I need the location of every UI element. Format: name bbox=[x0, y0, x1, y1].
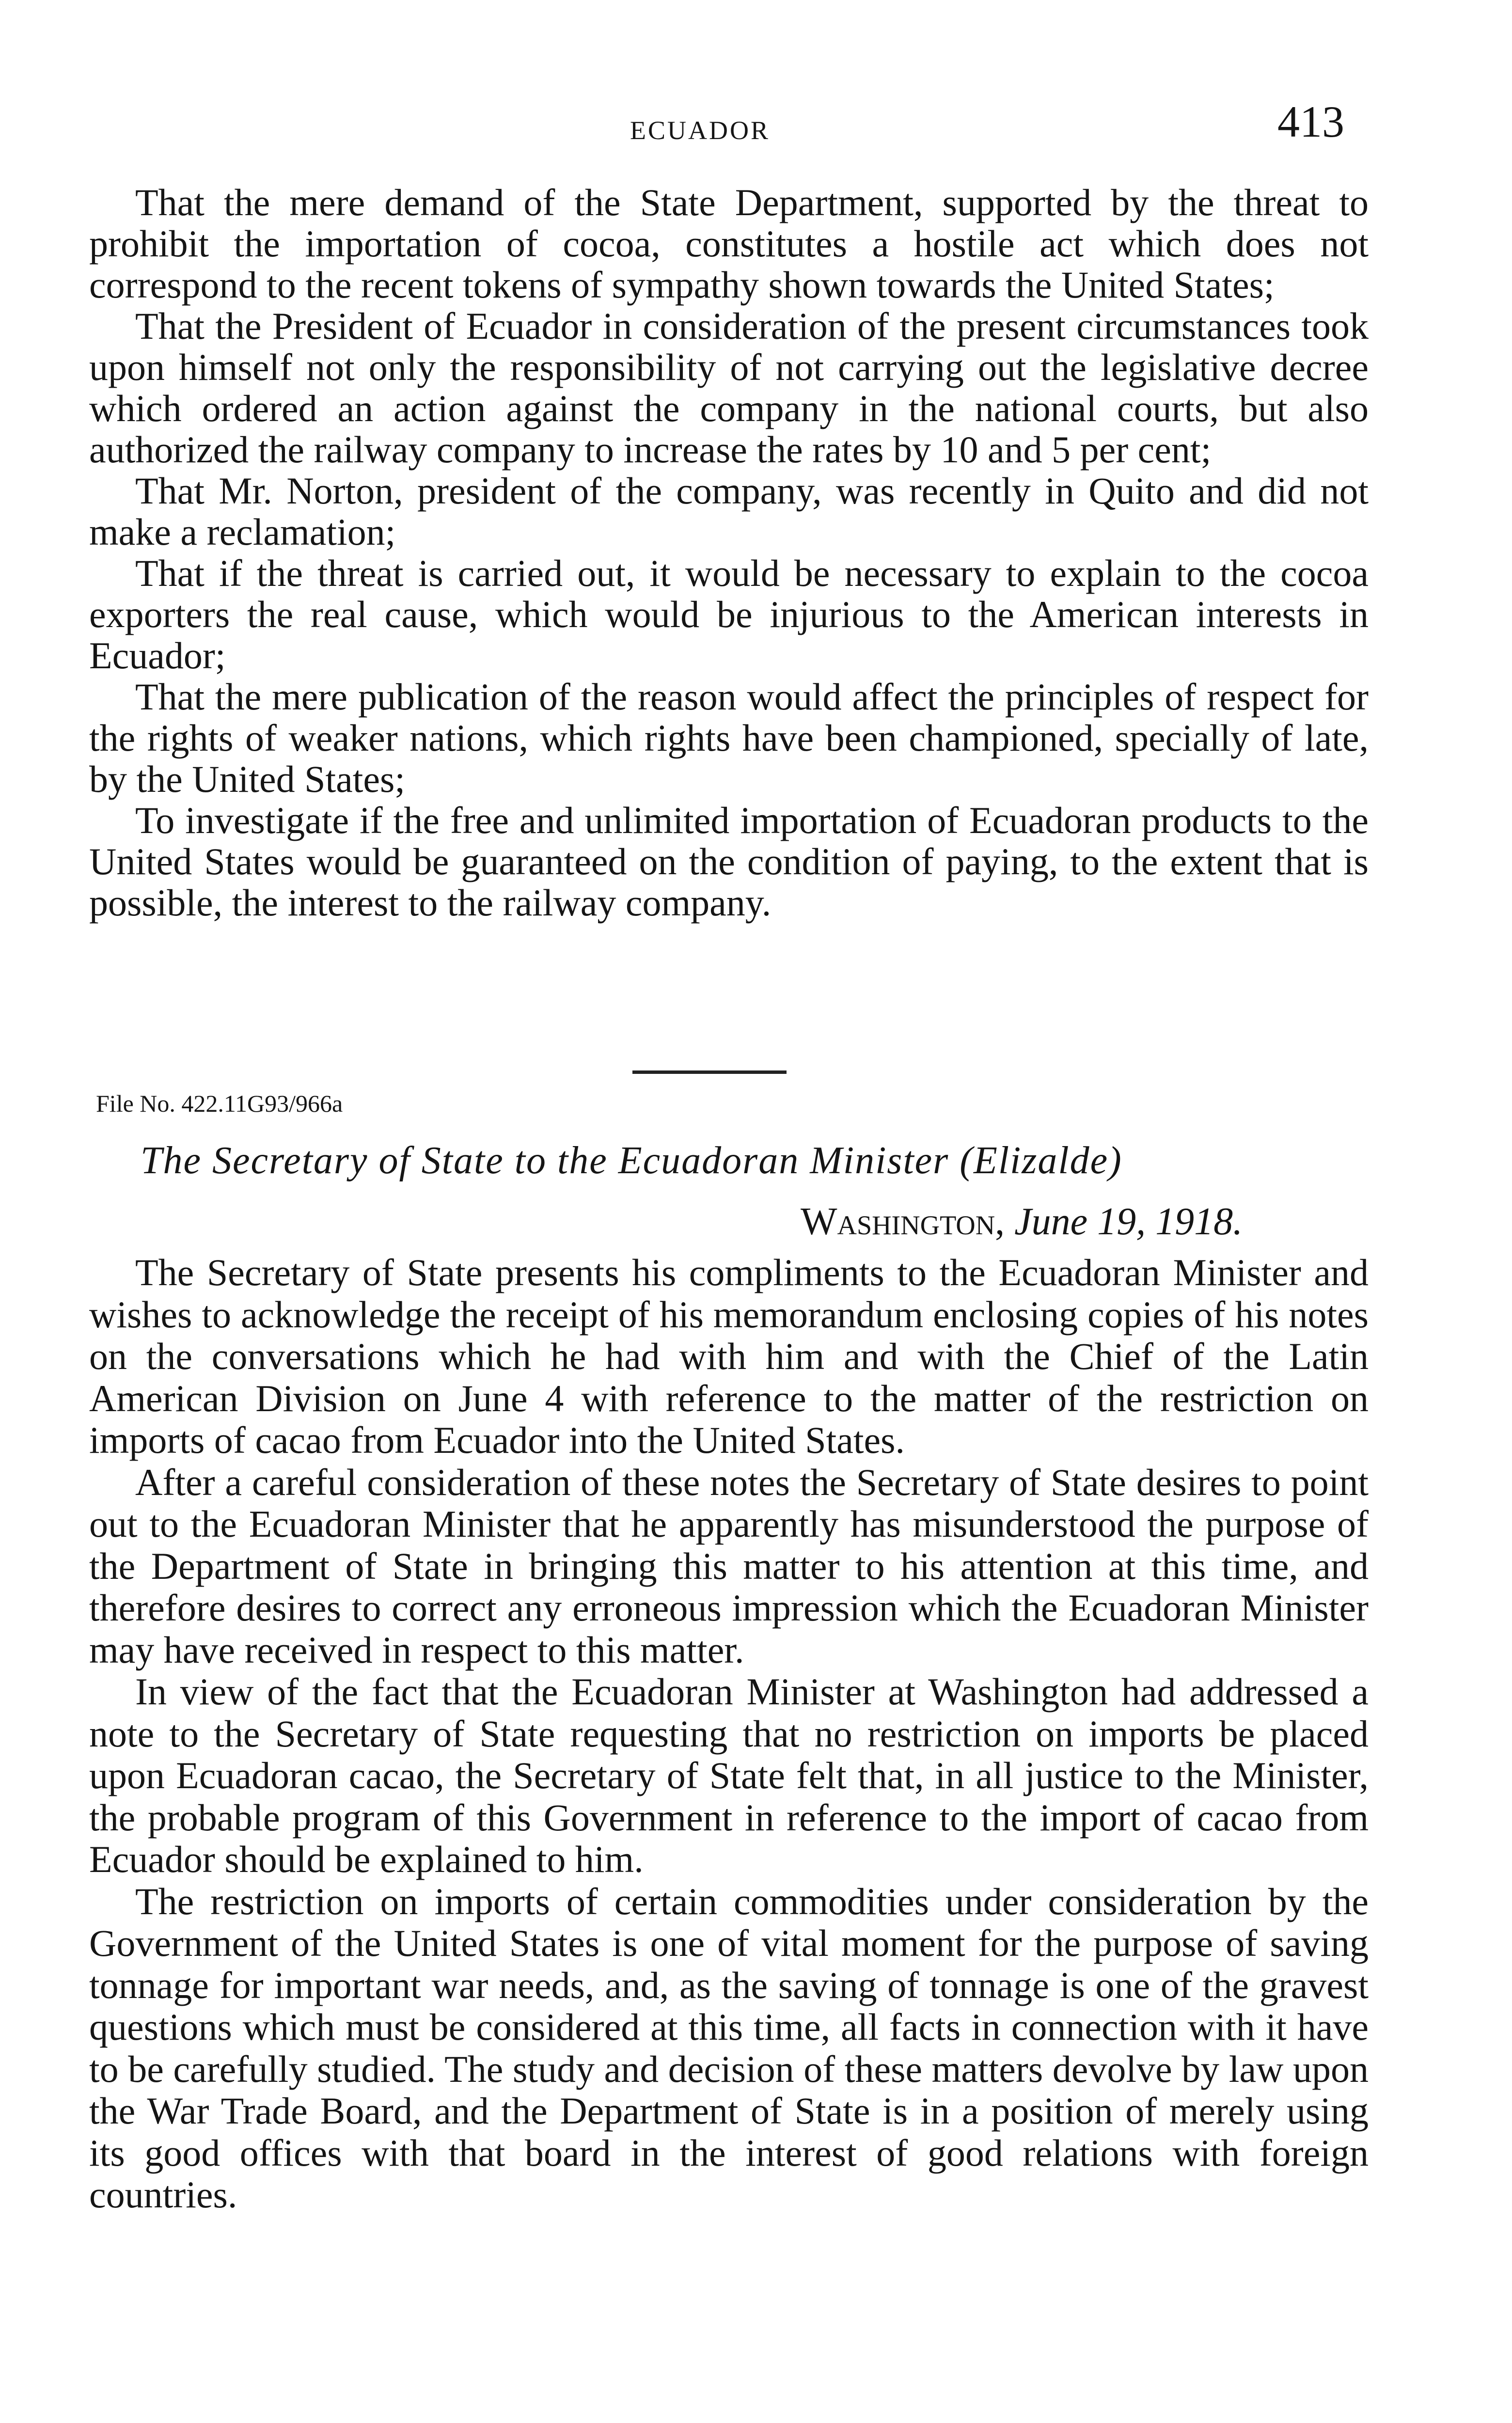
memorandum-point: That Mr. Norton, president of the company, was recently in Quito and did not make a reclamation; bbox=[89, 470, 1369, 553]
letter-body bbox=[89, 1252, 1369, 2216]
document-heading: The Secretary of State to the Ecuadoran Minister (Elizalde) bbox=[141, 1139, 1122, 1182]
dateline bbox=[801, 1200, 1243, 1244]
running-head: ECUADOR bbox=[630, 116, 771, 145]
dateline-place: Washington, bbox=[801, 1200, 1005, 1243]
memorandum-points bbox=[89, 182, 1369, 923]
memorandum-point: That the mere publication of the reason would affect the principles of respect for the rights of weaker nations, which rights have been championed, specially of late, by the United States; bbox=[89, 676, 1369, 800]
letter-paragraph: In view of the fact that the Ecuadoran Minister at Washington had addressed a note to the Secretary of State requesting that no restriction on imports be placed upon Ecuadoran cacao, the Secretary of State felt that, in all justice to the Minister, the probable program of this Government in reference to the import of cacao from Ecuador should be explained to him. bbox=[89, 1670, 1369, 1880]
memorandum-point: That if the threat is carried out, it would be necessary to explain to the cocoa exporters the real cause, which would be injurious to the American interests in Ecuador; bbox=[89, 552, 1369, 677]
letter-paragraph: After a careful consideration of these notes the Secretary of State desires to point out to the Ecuadoran Minister that he apparently has misunderstood the purpose of the Department of State in bringing this matter to his attention at this time, and therefore desires to correct any erroneous impression which the Ecuadoran Minister may have received in respect to this matter. bbox=[89, 1461, 1369, 1671]
section-divider bbox=[632, 1070, 787, 1074]
file-number: File No. 422.11G93/966a bbox=[96, 1090, 343, 1117]
memorandum-point: That the mere demand of the State Department, supported by the threat to prohibit the importation of cocoa, constitutes a hostile act which does not correspond to the recent tokens of sympathy shown towards the United States; bbox=[89, 181, 1369, 306]
dateline-date: June 19, 1918. bbox=[1014, 1200, 1243, 1243]
letter-paragraph: The restriction on imports of certain commodities under consideration by the Government of the United States is one of vital moment for the purpose of saving tonnage for important war needs, and, as the saving of tonnage is one of the gravest questions which must be considered at this time, all facts in connection with it have to be carefully studied. The study and decision of these matters devolve by law upon the War Trade Board, and the Department of State is in a position of merely using its good offices with that board in the interest of good relations with foreign countries. bbox=[89, 1880, 1369, 2216]
memorandum-point: To investigate if the free and unlimited importation of Ecuadoran products to the United States would be guaranteed on the condition of paying, to the extent that is possible, the interest to the railway company. bbox=[89, 799, 1369, 924]
memorandum-point: That the President of Ecuador in consideration of the present circumstances took upon himself not only the responsibility of not carrying out the legislative decree which ordered an action against the company in the national courts, but also authorized the railway company to increase the rates by 10 and 5 per cent; bbox=[89, 305, 1369, 471]
page-number: 413 bbox=[1277, 97, 1344, 146]
letter-paragraph: The Secretary of State presents his compliments to the Ecuadoran Minister and wishes to acknowledge the receipt of his memorandum enclosing copies of his notes on the conversations which he had with him and with the Chief of the Latin American Division on June 4 with reference to the matter of the restriction on imports of cacao from Ecuador into the United States. bbox=[89, 1251, 1369, 1461]
